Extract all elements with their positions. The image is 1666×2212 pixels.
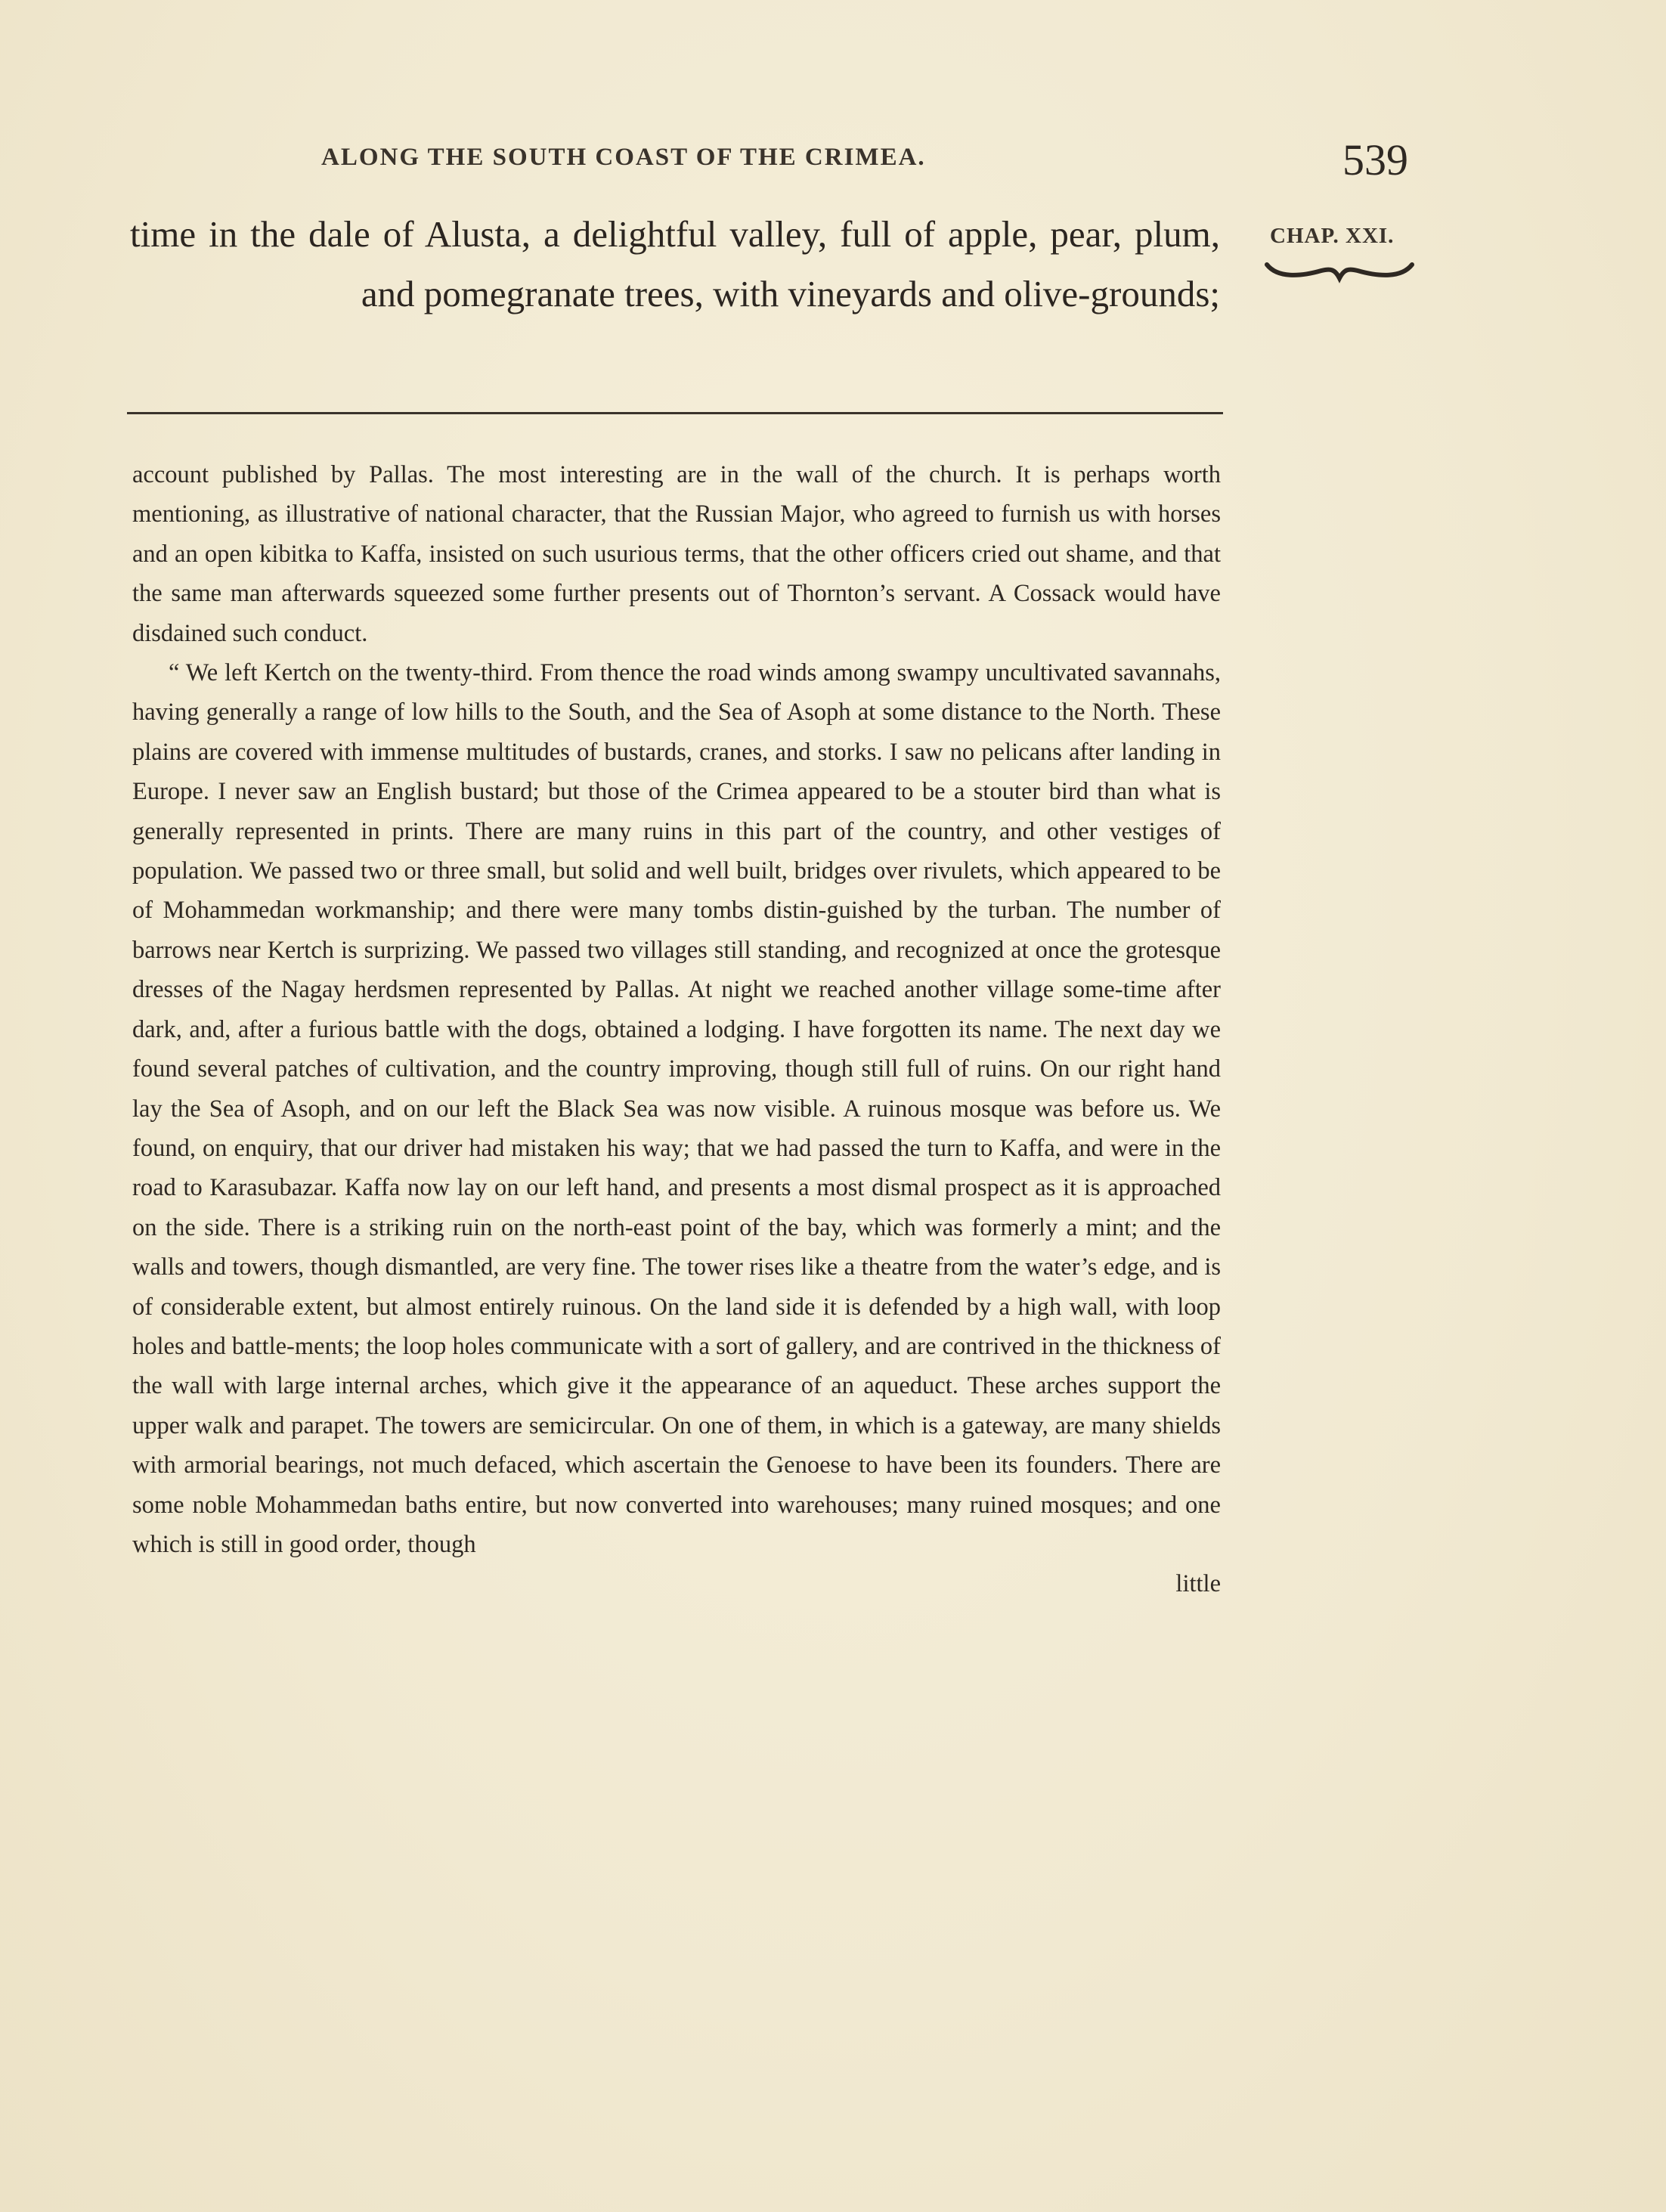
catchword: little [1175,1570,1221,1598]
page-number: 539 [1342,135,1408,184]
footnote-block [132,455,1221,1604]
running-title: ALONG THE SOUTH COAST OF THE CRIMEA. [321,144,926,171]
footnote-divider [127,412,1223,414]
chapter-marginal-label: CHAP. XXI. [1270,224,1395,248]
footnote-paragraph: “ We left Kertch on the twenty-third. From thence the road winds among swampy uncultivated savannahs, having generally a range of low hills to the South, and the Sea of Asoph at some distance to the North. These plains are covered with immense multitudes of bustards, cranes, and storks. I saw no pelicans after landing in Europe. I never saw an English bustard; but those of the Crimea appeared to be a stouter bird than what is generally represented in prints. There are many ruins in this part of the country, and other vestiges of population. We passed two or three small, but solid and well built, bridges over rivulets, which appeared to be of Mohammedan workmanship; and there were many tombs distin-guished by the turban. The number of barrows near Kertch is surprizing. We passed two villages still standing, and recognized at once the grotesque dresses of the Nagay herdsmen represented by Pallas. At night we reached another village some-time after dark, and, after a furious battle with the dogs, obtained a lodging. I have forgotten its name. The next day we found several patches of cultivation, and the country improving, though still full of ruins. On our right hand lay the Sea of Asoph, and on our left the Black Sea was now visible. A ruinous mosque was before us. We found, on enquiry, that our driver had mistaken his way; that we had passed the turn to Kaffa, and were in the road to Karasubazar. Kaffa now lay on our left hand, and presents a most dismal prospect as it is approached on the side. There is a striking ruin on the north-east point of the bay, which was formerly a mint; and the walls and towers, though dismantled, are very fine. The tower rises like a theatre from the water’s edge, and is of considerable extent, but almost entirely ruinous. On the land side it is defended by a high wall, with loop holes and battle-ments; the loop holes communicate with a sort of gallery, and are contrived in the thickness of the wall with large internal arches, which give it the appearance of an aqueduct. These arches support the upper walk and parapet. The towers are semicircular. On one of them, in which is a gateway, are many shields with armorial bearings, not much defaced, which ascertain the Genoese to have been its founders. There are some noble Mohammedan baths entire, but now converted into warehouses; many ruined mosques; and one which is still in good order, though [132,659,1221,1558]
main-body-text: time in the dale of Alusta, a delightful valley, full of apple, pear, plum, and pomegranate trees, with vineyards and olive-grounds; [130,213,1220,314]
footnote-paragraph: account published by Pallas. The most interesting are in the wall of the church. It is perhaps worth mentioning, as illustrative of national character, that the Russian Major, who agreed to furnish us with horses and an open kibitka to Kaffa, insisted on such usurious terms, that the other officers cried out shame, and that the same man afterwards squeezed some further presents out of Thornton’s servant. A Cossack would have disdained such conduct. [132,461,1221,647]
chapter-brace-icon [1264,256,1415,293]
